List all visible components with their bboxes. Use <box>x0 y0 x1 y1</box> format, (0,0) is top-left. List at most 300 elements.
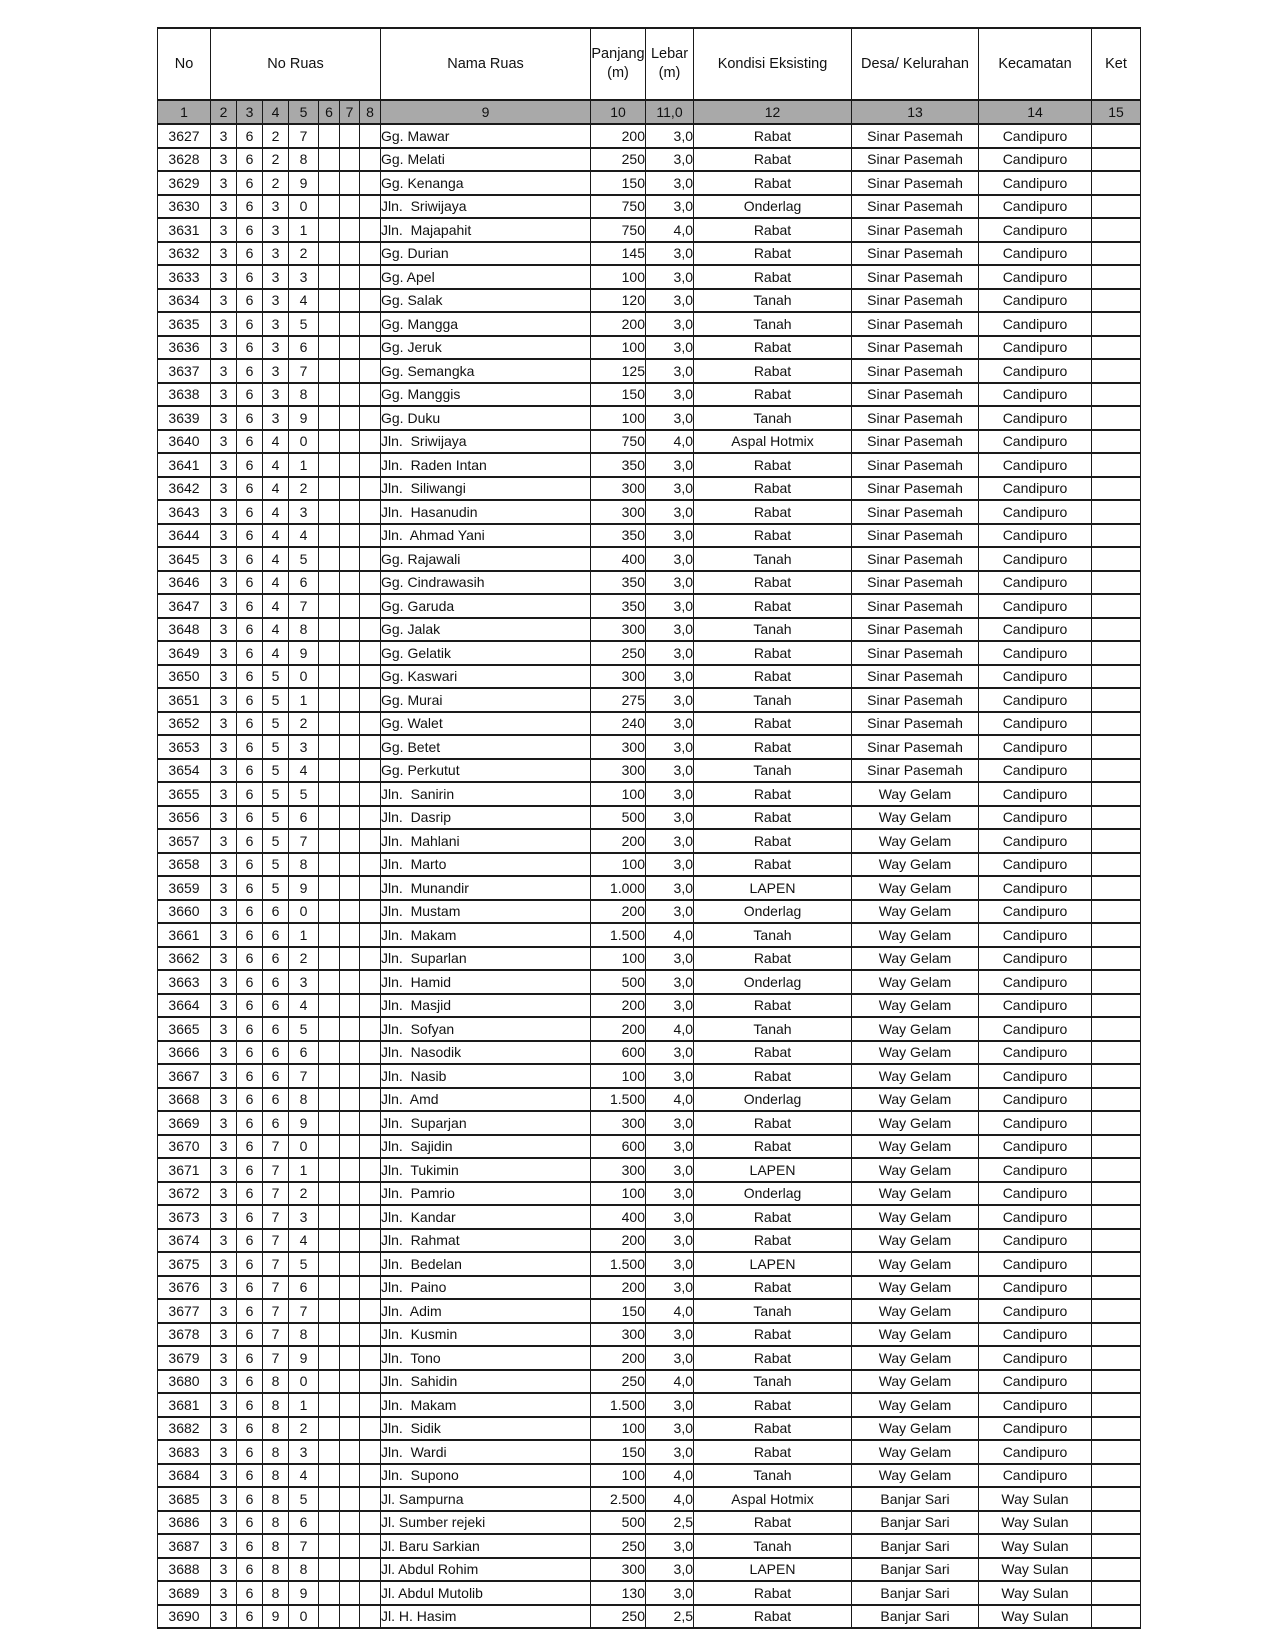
cell-kecamatan: Candipuro <box>979 1440 1092 1464</box>
cell-ruas-3: 6 <box>237 1276 263 1300</box>
table-row <box>158 547 1141 571</box>
cell-nama-ruas: Jl. Sumber rejeki <box>381 1511 591 1535</box>
cell-nama-ruas: Jln. Sriwijaya <box>381 430 591 454</box>
cell-ruas-7 <box>340 618 360 642</box>
cell-ruas-7 <box>340 1088 360 1112</box>
cell-ket <box>1092 1229 1141 1253</box>
cell-ruas-7 <box>340 688 360 712</box>
cell-kecamatan: Candipuro <box>979 806 1092 830</box>
cell-panjang: 200 <box>591 124 646 148</box>
cell-lebar: 3,0 <box>646 1417 694 1441</box>
cell-no: 3641 <box>158 453 211 477</box>
cell-ruas-8 <box>360 1440 381 1464</box>
cell-desa: Way Gelam <box>852 829 979 853</box>
cell-ruas-3: 6 <box>237 1581 263 1605</box>
cell-ruas-6 <box>319 242 340 266</box>
cell-ruas-6 <box>319 618 340 642</box>
cell-ruas-8 <box>360 688 381 712</box>
cell-ruas-2: 3 <box>211 1205 237 1229</box>
table-row <box>158 970 1141 994</box>
cell-ket <box>1092 1558 1141 1582</box>
cell-ruas-8 <box>360 994 381 1018</box>
cell-desa: Banjar Sari <box>852 1511 979 1535</box>
cell-ruas-2: 3 <box>211 1605 237 1629</box>
column-number: 3 <box>237 100 263 124</box>
table-row <box>158 336 1141 360</box>
column-number: 13 <box>852 100 979 124</box>
cell-ruas-8 <box>360 500 381 524</box>
cell-ruas-3: 6 <box>237 242 263 266</box>
cell-ruas-7 <box>340 853 360 877</box>
cell-ruas-8 <box>360 1581 381 1605</box>
cell-kecamatan: Candipuro <box>979 1111 1092 1135</box>
table-row <box>158 477 1141 501</box>
cell-kecamatan: Candipuro <box>979 665 1092 689</box>
cell-ruas-6 <box>319 1205 340 1229</box>
cell-ruas-8 <box>360 853 381 877</box>
cell-ruas-7 <box>340 735 360 759</box>
cell-ruas-5: 2 <box>289 242 319 266</box>
cell-nama-ruas: Jln. Paino <box>381 1276 591 1300</box>
cell-ruas-4: 3 <box>263 242 289 266</box>
cell-panjang: 750 <box>591 195 646 219</box>
cell-no: 3660 <box>158 900 211 924</box>
cell-kecamatan: Candipuro <box>979 947 1092 971</box>
cell-kecamatan: Candipuro <box>979 1017 1092 1041</box>
cell-no: 3640 <box>158 430 211 454</box>
cell-ruas-7 <box>340 1041 360 1065</box>
cell-ket <box>1092 665 1141 689</box>
cell-lebar: 4,0 <box>646 923 694 947</box>
cell-lebar: 3,0 <box>646 1393 694 1417</box>
table-row <box>158 406 1141 430</box>
cell-ket <box>1092 759 1141 783</box>
cell-ruas-5: 8 <box>289 1088 319 1112</box>
cell-ruas-6 <box>319 571 340 595</box>
cell-ruas-3: 6 <box>237 406 263 430</box>
cell-ruas-3: 6 <box>237 1464 263 1488</box>
cell-ket <box>1092 1088 1141 1112</box>
cell-no: 3649 <box>158 641 211 665</box>
cell-nama-ruas: Gg. Salak <box>381 289 591 313</box>
cell-ruas-3: 6 <box>237 876 263 900</box>
cell-ruas-2: 3 <box>211 1370 237 1394</box>
cell-ruas-7 <box>340 383 360 407</box>
cell-desa: Way Gelam <box>852 806 979 830</box>
cell-ruas-3: 6 <box>237 148 263 172</box>
cell-ruas-3: 6 <box>237 1346 263 1370</box>
cell-desa: Way Gelam <box>852 1135 979 1159</box>
cell-nama-ruas: Gg. Manggis <box>381 383 591 407</box>
cell-panjang: 500 <box>591 806 646 830</box>
cell-no: 3627 <box>158 124 211 148</box>
cell-no: 3651 <box>158 688 211 712</box>
cell-ruas-2: 3 <box>211 1299 237 1323</box>
cell-no: 3667 <box>158 1064 211 1088</box>
cell-ruas-8 <box>360 1041 381 1065</box>
cell-ruas-8 <box>360 1158 381 1182</box>
cell-no: 3642 <box>158 477 211 501</box>
cell-ket <box>1092 853 1141 877</box>
cell-desa: Way Gelam <box>852 947 979 971</box>
cell-ruas-6 <box>319 1017 340 1041</box>
table-row <box>158 148 1141 172</box>
cell-ruas-7 <box>340 1393 360 1417</box>
cell-panjang: 100 <box>591 1182 646 1206</box>
cell-ruas-6 <box>319 477 340 501</box>
column-number: 8 <box>360 100 381 124</box>
cell-nama-ruas: Jln. Suparlan <box>381 947 591 971</box>
cell-ruas-5: 2 <box>289 477 319 501</box>
cell-ruas-7 <box>340 1064 360 1088</box>
cell-ket <box>1092 900 1141 924</box>
cell-ruas-7 <box>340 171 360 195</box>
cell-ruas-2: 3 <box>211 853 237 877</box>
cell-lebar: 3,0 <box>646 289 694 313</box>
cell-ruas-2: 3 <box>211 218 237 242</box>
cell-ruas-6 <box>319 383 340 407</box>
column-number: 1 <box>158 100 211 124</box>
cell-ruas-7 <box>340 524 360 548</box>
table-row <box>158 195 1141 219</box>
cell-ruas-2: 3 <box>211 1393 237 1417</box>
cell-kondisi: Rabat <box>694 1440 852 1464</box>
cell-ket <box>1092 1370 1141 1394</box>
cell-ruas-7 <box>340 947 360 971</box>
cell-ruas-4: 8 <box>263 1581 289 1605</box>
cell-ruas-2: 3 <box>211 1064 237 1088</box>
cell-no: 3658 <box>158 853 211 877</box>
cell-ruas-7 <box>340 218 360 242</box>
cell-ruas-8 <box>360 1511 381 1535</box>
cell-desa: Banjar Sari <box>852 1558 979 1582</box>
cell-panjang: 300 <box>591 477 646 501</box>
cell-nama-ruas: Gg. Semangka <box>381 359 591 383</box>
cell-panjang: 200 <box>591 1017 646 1041</box>
cell-desa: Way Gelam <box>852 1464 979 1488</box>
cell-ruas-2: 3 <box>211 618 237 642</box>
cell-kondisi: Rabat <box>694 1581 852 1605</box>
cell-ruas-3: 6 <box>237 641 263 665</box>
cell-ruas-2: 3 <box>211 477 237 501</box>
cell-nama-ruas: Jln. Sanirin <box>381 782 591 806</box>
cell-panjang: 1.500 <box>591 1393 646 1417</box>
cell-panjang: 1.000 <box>591 876 646 900</box>
cell-ruas-5: 0 <box>289 195 319 219</box>
cell-ket <box>1092 1017 1141 1041</box>
cell-desa: Way Gelam <box>852 853 979 877</box>
cell-ruas-3: 6 <box>237 195 263 219</box>
cell-desa: Way Gelam <box>852 1370 979 1394</box>
cell-nama-ruas: Gg. Kaswari <box>381 665 591 689</box>
cell-ruas-7 <box>340 1464 360 1488</box>
cell-lebar: 3,0 <box>646 853 694 877</box>
cell-ruas-6 <box>319 782 340 806</box>
cell-panjang: 500 <box>591 970 646 994</box>
table-row <box>158 1440 1141 1464</box>
cell-ruas-2: 3 <box>211 312 237 336</box>
cell-ruas-6 <box>319 665 340 689</box>
cell-ruas-3: 6 <box>237 829 263 853</box>
cell-desa: Sinar Pasemah <box>852 735 979 759</box>
cell-ruas-8 <box>360 1605 381 1629</box>
cell-ruas-5: 8 <box>289 1323 319 1347</box>
table-row <box>158 1135 1141 1159</box>
cell-ruas-3: 6 <box>237 453 263 477</box>
cell-kondisi: Rabat <box>694 571 852 595</box>
cell-kondisi: Rabat <box>694 1041 852 1065</box>
cell-desa: Sinar Pasemah <box>852 453 979 477</box>
cell-kecamatan: Candipuro <box>979 242 1092 266</box>
cell-kondisi: Rabat <box>694 124 852 148</box>
cell-ket <box>1092 1299 1141 1323</box>
cell-nama-ruas: Jl. Sampurna <box>381 1487 591 1511</box>
cell-ruas-7 <box>340 148 360 172</box>
cell-nama-ruas: Jln. Sidik <box>381 1417 591 1441</box>
cell-ruas-7 <box>340 1135 360 1159</box>
cell-ruas-4: 8 <box>263 1558 289 1582</box>
cell-ruas-8 <box>360 712 381 736</box>
cell-ruas-5: 4 <box>289 1229 319 1253</box>
cell-ruas-6 <box>319 712 340 736</box>
cell-ruas-8 <box>360 876 381 900</box>
cell-ruas-5: 6 <box>289 336 319 360</box>
cell-ruas-4: 4 <box>263 453 289 477</box>
cell-ruas-4: 8 <box>263 1370 289 1394</box>
cell-kondisi: Rabat <box>694 853 852 877</box>
cell-no: 3681 <box>158 1393 211 1417</box>
cell-ruas-6 <box>319 1252 340 1276</box>
cell-ruas-3: 6 <box>237 1511 263 1535</box>
cell-ruas-7 <box>340 312 360 336</box>
cell-kecamatan: Candipuro <box>979 1346 1092 1370</box>
cell-ruas-8 <box>360 1205 381 1229</box>
cell-ruas-2: 3 <box>211 1417 237 1441</box>
cell-ruas-7 <box>340 477 360 501</box>
cell-ruas-3: 6 <box>237 265 263 289</box>
cell-panjang: 240 <box>591 712 646 736</box>
cell-desa: Sinar Pasemah <box>852 688 979 712</box>
cell-ruas-6 <box>319 547 340 571</box>
cell-ruas-8 <box>360 336 381 360</box>
cell-kecamatan: Candipuro <box>979 688 1092 712</box>
cell-ruas-6 <box>319 994 340 1018</box>
cell-lebar: 3,0 <box>646 1276 694 1300</box>
cell-panjang: 300 <box>591 1558 646 1582</box>
cell-ket <box>1092 782 1141 806</box>
cell-ruas-3: 6 <box>237 289 263 313</box>
cell-ruas-6 <box>319 1276 340 1300</box>
cell-no: 3654 <box>158 759 211 783</box>
cell-ruas-2: 3 <box>211 336 237 360</box>
cell-ruas-6 <box>319 218 340 242</box>
cell-ket <box>1092 1534 1141 1558</box>
table-row <box>158 1323 1141 1347</box>
table-row <box>158 1182 1141 1206</box>
cell-nama-ruas: Jln. Sajidin <box>381 1135 591 1159</box>
cell-desa: Way Gelam <box>852 1323 979 1347</box>
cell-desa: Sinar Pasemah <box>852 406 979 430</box>
cell-nama-ruas: Jln. Nasib <box>381 1064 591 1088</box>
cell-ruas-6 <box>319 1511 340 1535</box>
cell-lebar: 3,0 <box>646 1252 694 1276</box>
cell-kecamatan: Candipuro <box>979 453 1092 477</box>
cell-lebar: 2,5 <box>646 1511 694 1535</box>
cell-no: 3670 <box>158 1135 211 1159</box>
cell-ruas-7 <box>340 265 360 289</box>
cell-ruas-5: 9 <box>289 1346 319 1370</box>
cell-ruas-4: 3 <box>263 312 289 336</box>
cell-ruas-7 <box>340 1487 360 1511</box>
cell-kondisi: Onderlag <box>694 195 852 219</box>
cell-ruas-6 <box>319 124 340 148</box>
cell-ruas-2: 3 <box>211 1017 237 1041</box>
cell-ruas-6 <box>319 923 340 947</box>
cell-ket <box>1092 1182 1141 1206</box>
cell-nama-ruas: Jln. Munandir <box>381 876 591 900</box>
cell-no: 3677 <box>158 1299 211 1323</box>
cell-no: 3661 <box>158 923 211 947</box>
table-row <box>158 1205 1141 1229</box>
cell-desa: Sinar Pasemah <box>852 242 979 266</box>
cell-ruas-2: 3 <box>211 994 237 1018</box>
cell-ruas-4: 6 <box>263 1064 289 1088</box>
cell-kecamatan: Candipuro <box>979 1088 1092 1112</box>
cell-ruas-5: 9 <box>289 1581 319 1605</box>
cell-ruas-2: 3 <box>211 430 237 454</box>
cell-lebar: 3,0 <box>646 1182 694 1206</box>
cell-ruas-8 <box>360 547 381 571</box>
cell-ruas-3: 6 <box>237 665 263 689</box>
cell-kecamatan: Candipuro <box>979 124 1092 148</box>
cell-no: 3629 <box>158 171 211 195</box>
cell-ruas-6 <box>319 1417 340 1441</box>
cell-nama-ruas: Jln. Masjid <box>381 994 591 1018</box>
cell-ruas-7 <box>340 547 360 571</box>
cell-ruas-5: 8 <box>289 383 319 407</box>
table-row <box>158 1605 1141 1629</box>
cell-kecamatan: Candipuro <box>979 712 1092 736</box>
cell-kondisi: Rabat <box>694 1229 852 1253</box>
cell-nama-ruas: Jln. Bedelan <box>381 1252 591 1276</box>
cell-no: 3652 <box>158 712 211 736</box>
cell-desa: Banjar Sari <box>852 1581 979 1605</box>
cell-ruas-3: 6 <box>237 594 263 618</box>
cell-nama-ruas: Gg. Betet <box>381 735 591 759</box>
cell-ket <box>1092 1158 1141 1182</box>
cell-panjang: 200 <box>591 1346 646 1370</box>
cell-desa: Sinar Pasemah <box>852 712 979 736</box>
cell-ket <box>1092 1205 1141 1229</box>
cell-ket <box>1092 1111 1141 1135</box>
cell-ruas-2: 3 <box>211 782 237 806</box>
cell-nama-ruas: Jln. Amd <box>381 1088 591 1112</box>
cell-no: 3686 <box>158 1511 211 1535</box>
cell-ruas-6 <box>319 735 340 759</box>
cell-ruas-4: 4 <box>263 618 289 642</box>
cell-ruas-4: 5 <box>263 806 289 830</box>
cell-kondisi: Rabat <box>694 1393 852 1417</box>
cell-ruas-3: 6 <box>237 759 263 783</box>
cell-ruas-5: 6 <box>289 1511 319 1535</box>
cell-lebar: 3,0 <box>646 618 694 642</box>
cell-ruas-7 <box>340 289 360 313</box>
cell-nama-ruas: Jln. Kusmin <box>381 1323 591 1347</box>
cell-ket <box>1092 1252 1141 1276</box>
cell-ruas-4: 4 <box>263 571 289 595</box>
cell-panjang: 600 <box>591 1041 646 1065</box>
cell-ket <box>1092 735 1141 759</box>
cell-ket <box>1092 336 1141 360</box>
cell-nama-ruas: Jln. Hasanudin <box>381 500 591 524</box>
cell-ruas-8 <box>360 923 381 947</box>
cell-ket <box>1092 406 1141 430</box>
cell-desa: Way Gelam <box>852 1252 979 1276</box>
cell-kecamatan: Candipuro <box>979 1417 1092 1441</box>
cell-nama-ruas: Gg. Jalak <box>381 618 591 642</box>
cell-no: 3688 <box>158 1558 211 1582</box>
cell-no: 3656 <box>158 806 211 830</box>
cell-ket <box>1092 1064 1141 1088</box>
table-row <box>158 1229 1141 1253</box>
cell-ruas-6 <box>319 947 340 971</box>
cell-ruas-6 <box>319 853 340 877</box>
cell-no: 3638 <box>158 383 211 407</box>
cell-ruas-5: 3 <box>289 1205 319 1229</box>
cell-nama-ruas: Gg. Walet <box>381 712 591 736</box>
table-row <box>158 1417 1141 1441</box>
cell-desa: Sinar Pasemah <box>852 312 979 336</box>
cell-ruas-2: 3 <box>211 1487 237 1511</box>
cell-ruas-3: 6 <box>237 1370 263 1394</box>
cell-ruas-8 <box>360 1064 381 1088</box>
cell-panjang: 100 <box>591 1417 646 1441</box>
cell-ruas-4: 3 <box>263 406 289 430</box>
cell-kecamatan: Candipuro <box>979 171 1092 195</box>
cell-kecamatan: Candipuro <box>979 759 1092 783</box>
cell-panjang: 300 <box>591 665 646 689</box>
cell-nama-ruas: Gg. Gelatik <box>381 641 591 665</box>
cell-desa: Way Gelam <box>852 994 979 1018</box>
cell-ruas-8 <box>360 665 381 689</box>
table-row <box>158 218 1141 242</box>
col-header-panjang-line2: (m) <box>607 65 629 81</box>
cell-ruas-3: 6 <box>237 923 263 947</box>
cell-ruas-7 <box>340 1158 360 1182</box>
cell-desa: Way Gelam <box>852 1276 979 1300</box>
cell-desa: Way Gelam <box>852 1299 979 1323</box>
cell-panjang: 125 <box>591 359 646 383</box>
cell-lebar: 3,0 <box>646 312 694 336</box>
cell-ket <box>1092 594 1141 618</box>
cell-panjang: 1.500 <box>591 1088 646 1112</box>
cell-nama-ruas: Gg. Mangga <box>381 312 591 336</box>
cell-ket <box>1092 1041 1141 1065</box>
cell-ruas-4: 6 <box>263 900 289 924</box>
col-header-no: No <box>158 28 211 100</box>
cell-ket <box>1092 148 1141 172</box>
cell-ruas-7 <box>340 594 360 618</box>
table-row <box>158 383 1141 407</box>
cell-kondisi: Tanah <box>694 1464 852 1488</box>
cell-no: 3674 <box>158 1229 211 1253</box>
cell-desa: Way Gelam <box>852 1182 979 1206</box>
cell-kondisi: Rabat <box>694 453 852 477</box>
cell-no: 3690 <box>158 1605 211 1629</box>
cell-nama-ruas: Gg. Perkutut <box>381 759 591 783</box>
cell-panjang: 200 <box>591 994 646 1018</box>
cell-kondisi: Rabat <box>694 218 852 242</box>
